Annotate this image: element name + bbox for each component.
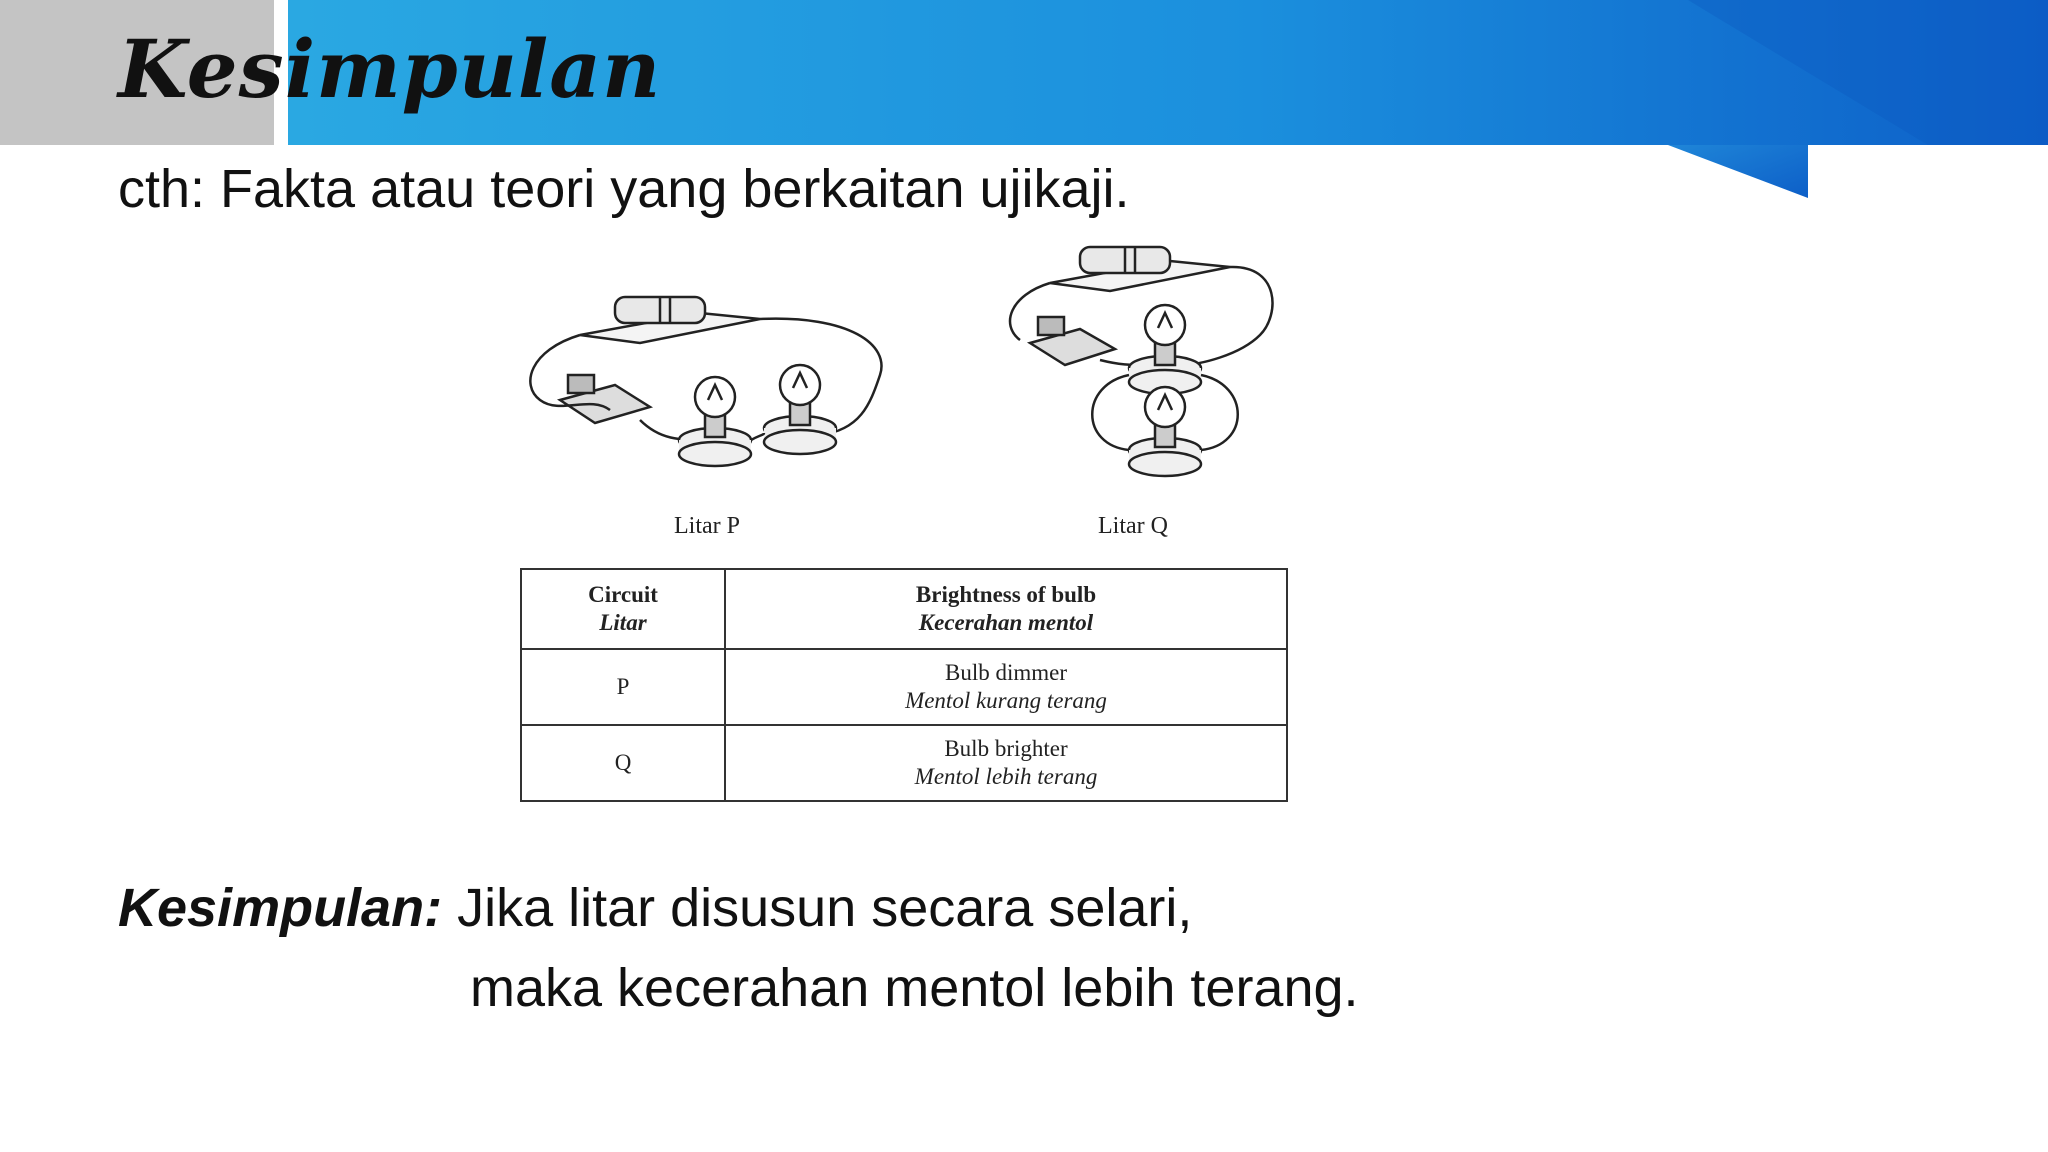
conclusion-line-1 [118,868,1192,948]
circuit-p-label: Litar P [674,513,740,539]
header-circuit [521,569,725,649]
row-brightness-ms: Mentol kurang terang [905,688,1107,713]
table-row [521,725,1287,801]
row-brightness-cell [725,725,1287,801]
conclusion-line-2: maka kecerahan mentol lebih terang. [470,958,1359,1018]
row-brightness-en: Bulb dimmer [944,660,1068,685]
row-circuit-cell: Q [521,725,725,801]
row-brightness-ms: Mentol lebih terang [914,764,1098,789]
circuit-q-label: Litar Q [1098,513,1168,539]
slide-subtitle: cth: Fakta atau teori yang berkaitan ujikaji. [118,159,1130,219]
slide-title: Kesimpulan [118,22,662,116]
header-brightness [725,569,1287,649]
header-brightness-ms: Kecerahan mentol [918,610,1094,635]
row-brightness-en: Bulb brighter [944,736,1068,761]
header-brightness-en: Brightness of bulb [915,582,1097,607]
circuit-diagram [520,235,1320,545]
row-brightness-cell [725,649,1287,725]
table-row [521,649,1287,725]
header-circuit-en: Circuit [588,582,658,607]
circuit-p-illustration [530,297,881,466]
row-circuit-cell: P [521,649,725,725]
header-circuit-ms: Litar [599,610,647,635]
conclusion-text-1: Jika litar disusun secara selari, [442,878,1193,938]
table-header-row [521,569,1287,649]
conclusion-label: Kesimpulan: [118,878,443,938]
results-table [520,568,1288,802]
circuit-q-illustration [1010,247,1272,476]
results-table-container [520,568,1288,802]
